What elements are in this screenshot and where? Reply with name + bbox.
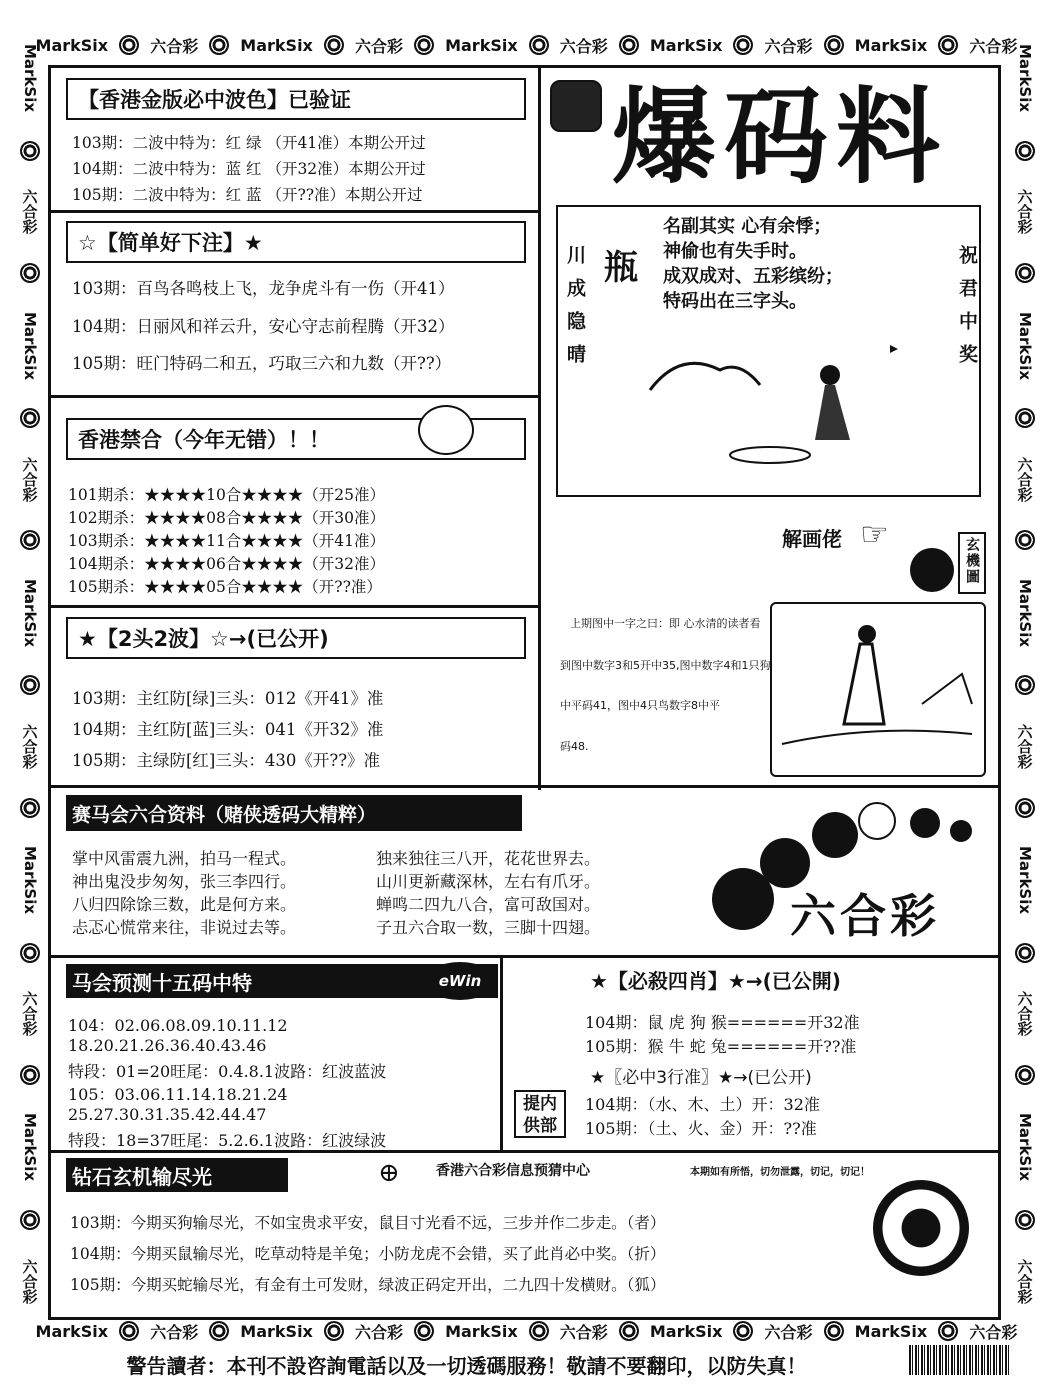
flower-icon: [209, 35, 229, 55]
s1-line: 105期：二波中特为：红 蓝 （开??准）本期公开过: [72, 186, 423, 204]
s3-line: 101期杀：★★★★10合★★★★（开25准）: [68, 486, 386, 504]
flower-icon: [20, 408, 40, 428]
column-divider: [538, 65, 541, 790]
explain-line: 到图中数字3和5开中35,图中数字4和1只狗: [560, 659, 771, 672]
s6-line: 25.27.30.31.35.42.44.47: [68, 1105, 267, 1124]
scroll-right-text: 祝君中奖: [956, 245, 978, 377]
flower-icon: [20, 263, 40, 283]
s3-line: 102期杀：★★★★08合★★★★（开30准）: [68, 509, 386, 527]
scroll-left-text: 川成隐晴: [564, 245, 586, 377]
compass-icon: ⊕: [378, 1158, 400, 1188]
s6-line: 104：02.06.08.09.10.11.12: [68, 1016, 288, 1035]
flower-icon: [1015, 798, 1035, 818]
lhc-big-title: 六合彩: [790, 889, 940, 943]
poem-line: 神偷也有失手时。: [663, 241, 807, 262]
bottom-brand-strip: MarkSix 六合彩 MarkSix 六合彩 MarkSix 六合彩 MarkSix 六合彩 MarkSix 六合彩: [35, 1321, 1018, 1342]
s5-line: 忐忑心慌常来往，非说过去等。: [72, 918, 297, 937]
s2-line: 105期：旺门特码二和五，巧取三六和九数（开??）: [72, 354, 452, 373]
barcode-icon: [909, 1345, 1011, 1375]
flower-icon: [938, 35, 958, 55]
flower-icon: [20, 943, 40, 963]
flower-icon: [1015, 530, 1035, 550]
ewin-logo: eWin: [424, 962, 496, 1000]
flower-icon: [209, 1321, 229, 1341]
fish-emblem-icon: [418, 405, 474, 455]
left-brand-strip: MarkSix 六合彩 MarkSix 六合彩 MarkSix 六合彩 MarkSix 六合彩 MarkSix 六合彩: [20, 44, 39, 1304]
previous-riddle-picture: [770, 602, 986, 777]
s6-line: 18.20.21.26.36.40.43.46: [68, 1036, 267, 1055]
s7-line: 104期：（水、木、土）开：32准: [585, 1095, 820, 1114]
flower-icon: [733, 35, 753, 55]
flower-icon: [414, 35, 434, 55]
flower-icon: [20, 530, 40, 550]
flower-icon: [529, 1321, 549, 1341]
flower-icon: [20, 141, 40, 161]
right-brand-strip: MarkSix 六合彩 MarkSix 六合彩 MarkSix 六合彩 MarkSix 六合彩 MarkSix 六合彩: [1015, 44, 1034, 1304]
flower-icon: [733, 1321, 753, 1341]
poem-line: 名副其实 心有余悸；: [663, 216, 832, 237]
divider: [48, 395, 538, 398]
s5-line: 独来独往三八开，花花世界去。: [376, 849, 601, 868]
flower-icon: [20, 675, 40, 695]
flower-icon: [119, 35, 139, 55]
explain-line: 中平码41，图中4只鸟数字8中平: [560, 699, 720, 712]
flower-icon: [119, 1321, 139, 1341]
divider: [48, 785, 1001, 788]
s5-line: 子丑六合取一数，三脚十四翅。: [376, 918, 601, 937]
divider: [48, 955, 1001, 958]
flower-icon: [20, 1210, 40, 1230]
riddle-illustration: [620, 330, 920, 480]
s8-line: 104期：今期买鼠输尽光，吃草动特是羊兔；小防龙虎不会错，买了此肖必中奖。（折）: [70, 1245, 666, 1263]
s8-line: 105期：今期买蛇输尽光，有金有土可发财，绿波正码定开出，二九四十发横财。（狐）: [70, 1276, 666, 1294]
flower-icon: [1015, 408, 1035, 428]
poem-line: 成双成对、五彩缤纷；: [663, 266, 843, 287]
s3-title: 香港禁合（今年无错）！！: [66, 418, 526, 460]
internal-stamp: 提内供部: [514, 1090, 566, 1138]
explain-line: 码48.: [560, 740, 589, 753]
flower-icon: [824, 1321, 844, 1341]
main-title: 爆码料: [612, 76, 949, 198]
s7-line: 105期：（土、火、金）开：??准: [585, 1119, 817, 1138]
xuanji-label: 玄機圖: [958, 532, 986, 594]
flower-icon: [1015, 141, 1035, 161]
s4-line: 103期：主红防[绿]三头：012《开41》准: [72, 689, 384, 708]
circle-decoration: [950, 820, 972, 842]
bauhinia-emblem-icon: [873, 1180, 969, 1276]
divider: [48, 605, 538, 608]
flower-icon: [1015, 675, 1035, 695]
flower-icon: [1015, 263, 1035, 283]
s1-line: 104期：二波中特为：蓝 红 （开32准）本期公开过: [72, 160, 426, 178]
s7-line: 105期：猴 牛 蛇 兔======开??准: [585, 1037, 857, 1056]
flower-icon: [824, 35, 844, 55]
poem-line: 特码出在三字头。: [663, 291, 807, 312]
s2-line: 103期：百鸟各鸣枝上飞，龙争虎斗有一伤（开41）: [72, 279, 455, 298]
flower-icon: [619, 1321, 639, 1341]
flower-icon: [324, 1321, 344, 1341]
flower-icon: [20, 798, 40, 818]
s8-slogan: 香港六合彩信息预猜中心: [436, 1163, 590, 1179]
spiral-icon: [910, 548, 954, 592]
logo-icon: [550, 80, 602, 132]
flower-icon: [619, 35, 639, 55]
jiehua-label: 解画佬: [782, 527, 842, 551]
s5-line: 八归四除馀三数，此是何方来。: [72, 895, 297, 914]
pointing-hand-icon: ☞: [860, 515, 889, 553]
poem-char: 瓶: [604, 248, 638, 288]
flower-icon: [414, 1321, 434, 1341]
s2-line: 104期：日丽风和祥云升，安心守志前程腾（开32）: [72, 317, 455, 336]
s8-title: 钻石玄机输尽光: [66, 1158, 288, 1192]
s5-line: 山川更新藏深林，左右有爪牙。: [376, 872, 601, 891]
s5-line: 蝉鸣二四九八合，富可敌国对。: [376, 895, 601, 914]
flower-icon: [938, 1321, 958, 1341]
flower-icon: [1015, 943, 1035, 963]
s5-line: 掌中风雷震九洲，拍马一程式。: [72, 849, 297, 868]
s3-line: 104期杀：★★★★06合★★★★（开32准）: [68, 555, 386, 573]
s6-line: 特段：01=20旺尾：0.4.8.1波路：红波蓝波: [68, 1062, 387, 1081]
s5-title: 赛马会六合资料（赌侠透码大精粹）: [66, 795, 522, 831]
s4-line: 105期：主绿防[红]三头：430《开??》准: [72, 751, 381, 770]
circle-decoration: [858, 802, 896, 840]
s1-line: 103期：二波中特为：红 绿 （开41准）本期公开过: [72, 134, 426, 152]
circle-decoration: [812, 812, 858, 858]
circle-decoration: [910, 808, 940, 838]
s6-title: 马会预测十五码中特: [66, 964, 498, 998]
s3-line: 103期杀：★★★★11合★★★★（开41准）: [68, 532, 386, 550]
s6-line: 特段：18=37旺尾：5.2.6.1波路：红波绿波: [68, 1131, 387, 1150]
flower-icon: [1015, 1210, 1035, 1230]
flower-icon: [20, 1065, 40, 1085]
top-brand-strip: MarkSix 六合彩 MarkSix 六合彩 MarkSix 六合彩 MarkSix 六合彩 MarkSix 六合彩: [35, 35, 1018, 56]
s1-title: 【香港金版必中波色】已验证: [66, 78, 526, 120]
s3-line: 105期杀：★★★★05合★★★★（开??准）: [68, 578, 382, 596]
divider: [48, 210, 538, 213]
explain-line: 上期图中一字之曰：即 心水清的读者看: [570, 617, 761, 630]
s8-slogan2: 本期如有所悟，切勿泄露，切记，切记！: [690, 1167, 870, 1178]
s7-title: ★【必殺四肖】★→(已公開): [590, 969, 841, 993]
s5-line: 神出鬼没步匆匆，张三李四行。: [72, 872, 297, 891]
warning-footer: 警告讀者：本刊不設咨詢電話以及一切透碼服務！敬請不要翻印，以防失真！: [126, 1354, 807, 1378]
s2-title: ☆【简单好下注】★: [66, 221, 526, 263]
s7-title2: ★〖必中3行准〗★→(已公开): [590, 1068, 812, 1088]
flower-icon: [529, 35, 549, 55]
s4-line: 104期：主红防[蓝]三头：041《开32》准: [72, 720, 384, 739]
s7-line: 104期：鼠 虎 狗 猴======开32准: [585, 1013, 860, 1032]
s8-line: 103期：今期买狗输尽光，不如宝贵求平安，鼠目寸光看不远，三步并作二步走。（者）: [70, 1214, 666, 1232]
flower-icon: [1015, 1065, 1035, 1085]
flower-icon: [324, 35, 344, 55]
s6-line: 105：03.06.11.14.18.21.24: [68, 1085, 288, 1104]
s4-title: ★【2头2波】☆→(已公开): [66, 617, 526, 659]
column-divider: [500, 955, 503, 1150]
